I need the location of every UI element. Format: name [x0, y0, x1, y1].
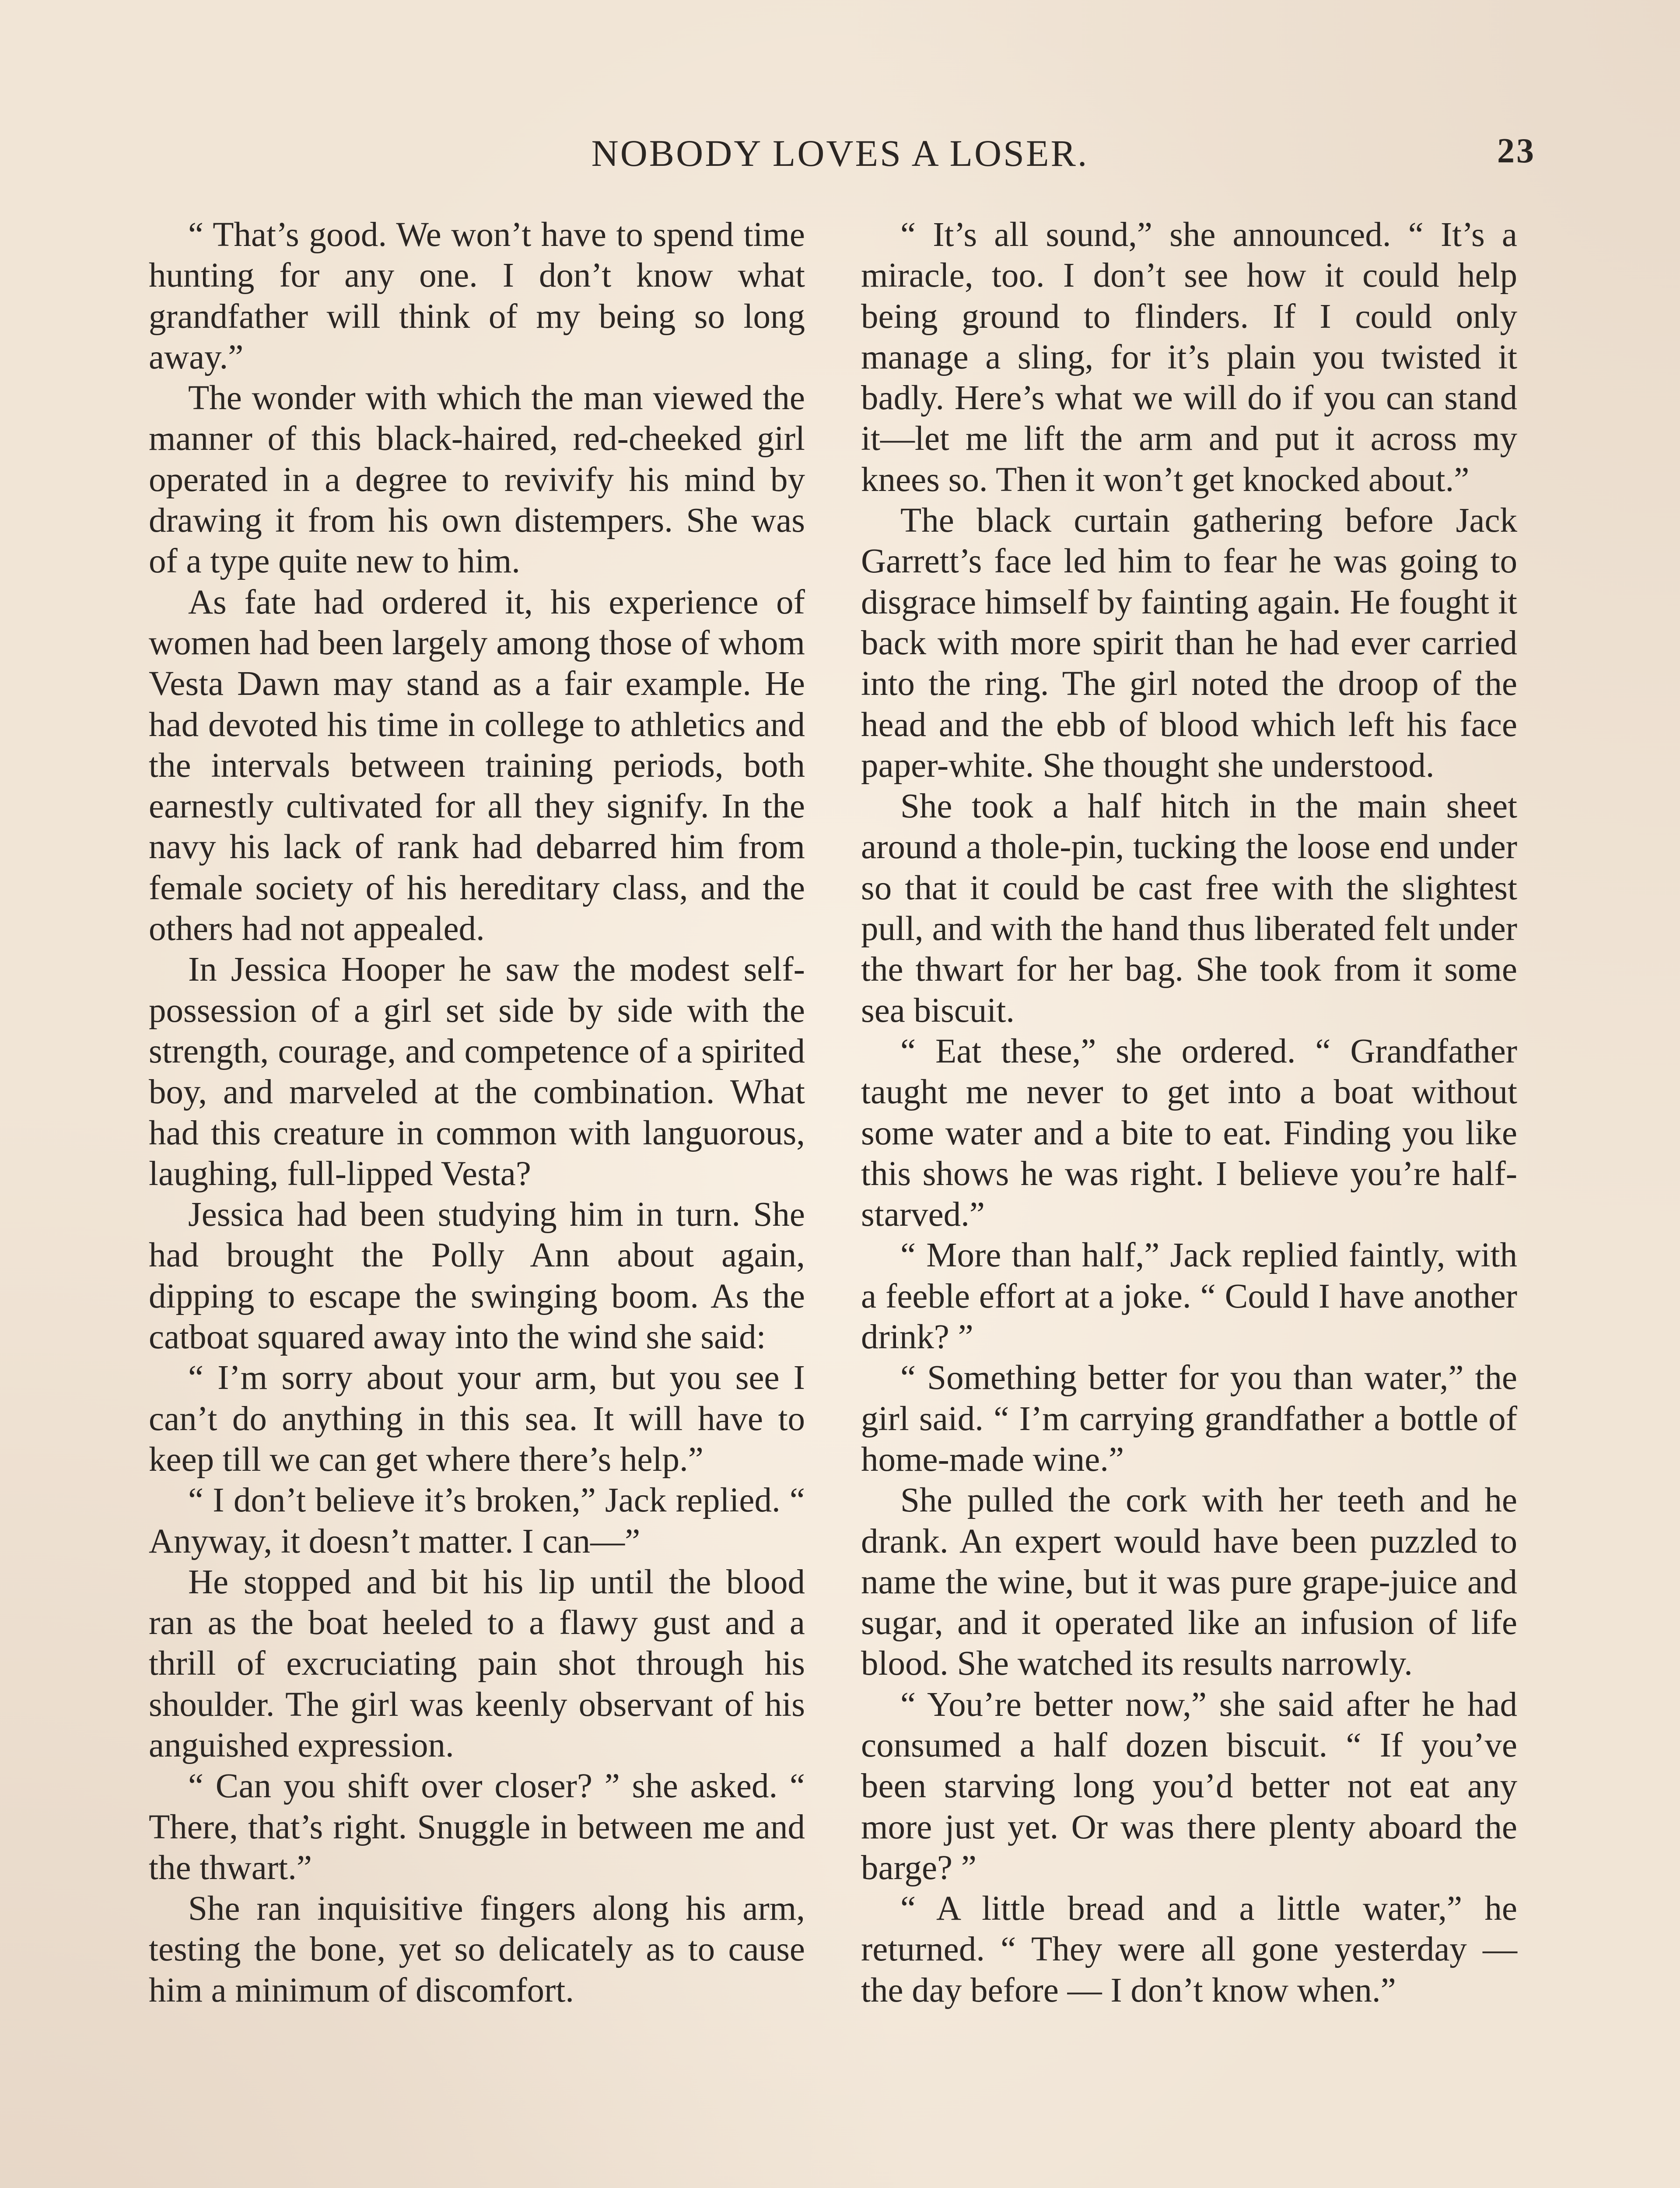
- paragraph: “ It’s all sound,” she announced. “ It’s a miracle, too. I don’t see how it could help being ground to flinders. If I could only manage a sling, for it’s plain you twisted it badly. Here’s what we will do if you can stand it—let me lift the arm and put it across my knees so. Then it won’t get knocked about.”: [861, 216, 1517, 499]
- paragraph: She took a half hitch in the main sheet around a thole-pin, tucking the loose end under so that it could be cast free with the slightest pull, and with the hand thus liberated felt under the thwart for her bag. She took from it some sea biscuit.: [861, 787, 1517, 1030]
- paragraph: The wonder with which the man viewed the manner of this black-haired, red-cheeked girl operated in a degree to revivify his mind by drawing it from his own distempers. She was of a type quite new to him.: [149, 379, 805, 581]
- paragraph: “ More than half,” Jack replied faintly, with a feeble effort at a joke. “ Could I have another drink? ”: [861, 1236, 1517, 1357]
- paragraph: Jessica had been studying him in turn. She had brought the Polly Ann about again, dipping to escape the swinging boom. As the catboat squared away into the wind she said:: [149, 1196, 805, 1357]
- paragraph: She ran inquisitive fingers along his arm, testing the bone, yet so delicately as to cause him a minimum of discomfort.: [149, 1890, 805, 2009]
- paragraph: “ Something better for you than water,” the girl said. “ I’m carrying grandfather a bottle of home-made wine.”: [861, 1359, 1517, 1479]
- paragraph: “ I don’t believe it’s broken,” Jack replied. “ Anyway, it doesn’t matter. I can—”: [149, 1481, 805, 1560]
- paragraph: “ You’re better now,” she said after he had consumed a half dozen biscuit. “ If you’ve been starving long you’d better not eat any more just yet. Or was there plenty aboard the barge? ”: [861, 1685, 1517, 1887]
- paragraph: “ Eat these,” she ordered. “ Grandfather taught me never to get into a boat without some water and a bite to eat. Finding you like this shows he was right. I believe you’re half-starved.”: [861, 1032, 1517, 1234]
- paragraph: “ I’m sorry about your arm, but you see I can’t do anything in this sea. It will have to keep till we can get where there’s help.”: [149, 1359, 805, 1479]
- text-column-right: [861, 214, 1517, 2011]
- paragraph: “ That’s good. We won’t have to spend time hunting for any one. I don’t know what grandfather will think of my being so long away.”: [149, 216, 805, 376]
- paragraph: She pulled the cork with her teeth and he drank. An expert would have been puzzled to name the wine, but it was pure grape-juice and sugar, and it operated like an infusion of life blood. She watched its results narrowly.: [861, 1481, 1517, 1683]
- paragraph: “ A little bread and a little water,” he returned. “ They were all gone yesterday — the day before — I don’t know when.”: [861, 1890, 1517, 2009]
- paragraph: “ Can you shift over closer? ” she asked. “ There, that’s right. Snuggle in between me and the thwart.”: [149, 1767, 805, 1887]
- text-column-left: [149, 214, 805, 2011]
- running-head: [144, 131, 1536, 179]
- page-number: 23: [1497, 132, 1536, 170]
- paragraph: As fate had ordered it, his experience of women had been largely among those of whom Vesta Dawn may stand as a fair example. He had devoted his time in college to athletics and the intervals between training periods, both earnestly cultivated for all they signify. In the navy his lack of rank had debarred him from female society of his hereditary class, and the others had not appealed.: [149, 583, 805, 948]
- paragraph: He stopped and bit his lip until the blood ran as the boat heeled to a flawy gust and a thrill of excruciating pain shot through his shoulder. The girl was keenly observant of his anguished expression.: [149, 1563, 805, 1764]
- paragraph: The black curtain gathering before Jack Garrett’s face led him to fear he was going to disgrace himself by fainting again. He fought it back with more spirit than he had ever carried into the ring. The girl noted the droop of the head and the ebb of blood which left his face paper-white. She thought she understood.: [861, 501, 1517, 785]
- running-title: NOBODY LOVES A LOSER.: [591, 132, 1089, 174]
- paragraph: In Jessica Hooper he saw the modest self-possession of a girl set side by side with the strength, courage, and competence of a spirited boy, and marveled at the combination. What had this creature in common with languorous, laughing, full-lipped Vesta?: [149, 950, 805, 1193]
